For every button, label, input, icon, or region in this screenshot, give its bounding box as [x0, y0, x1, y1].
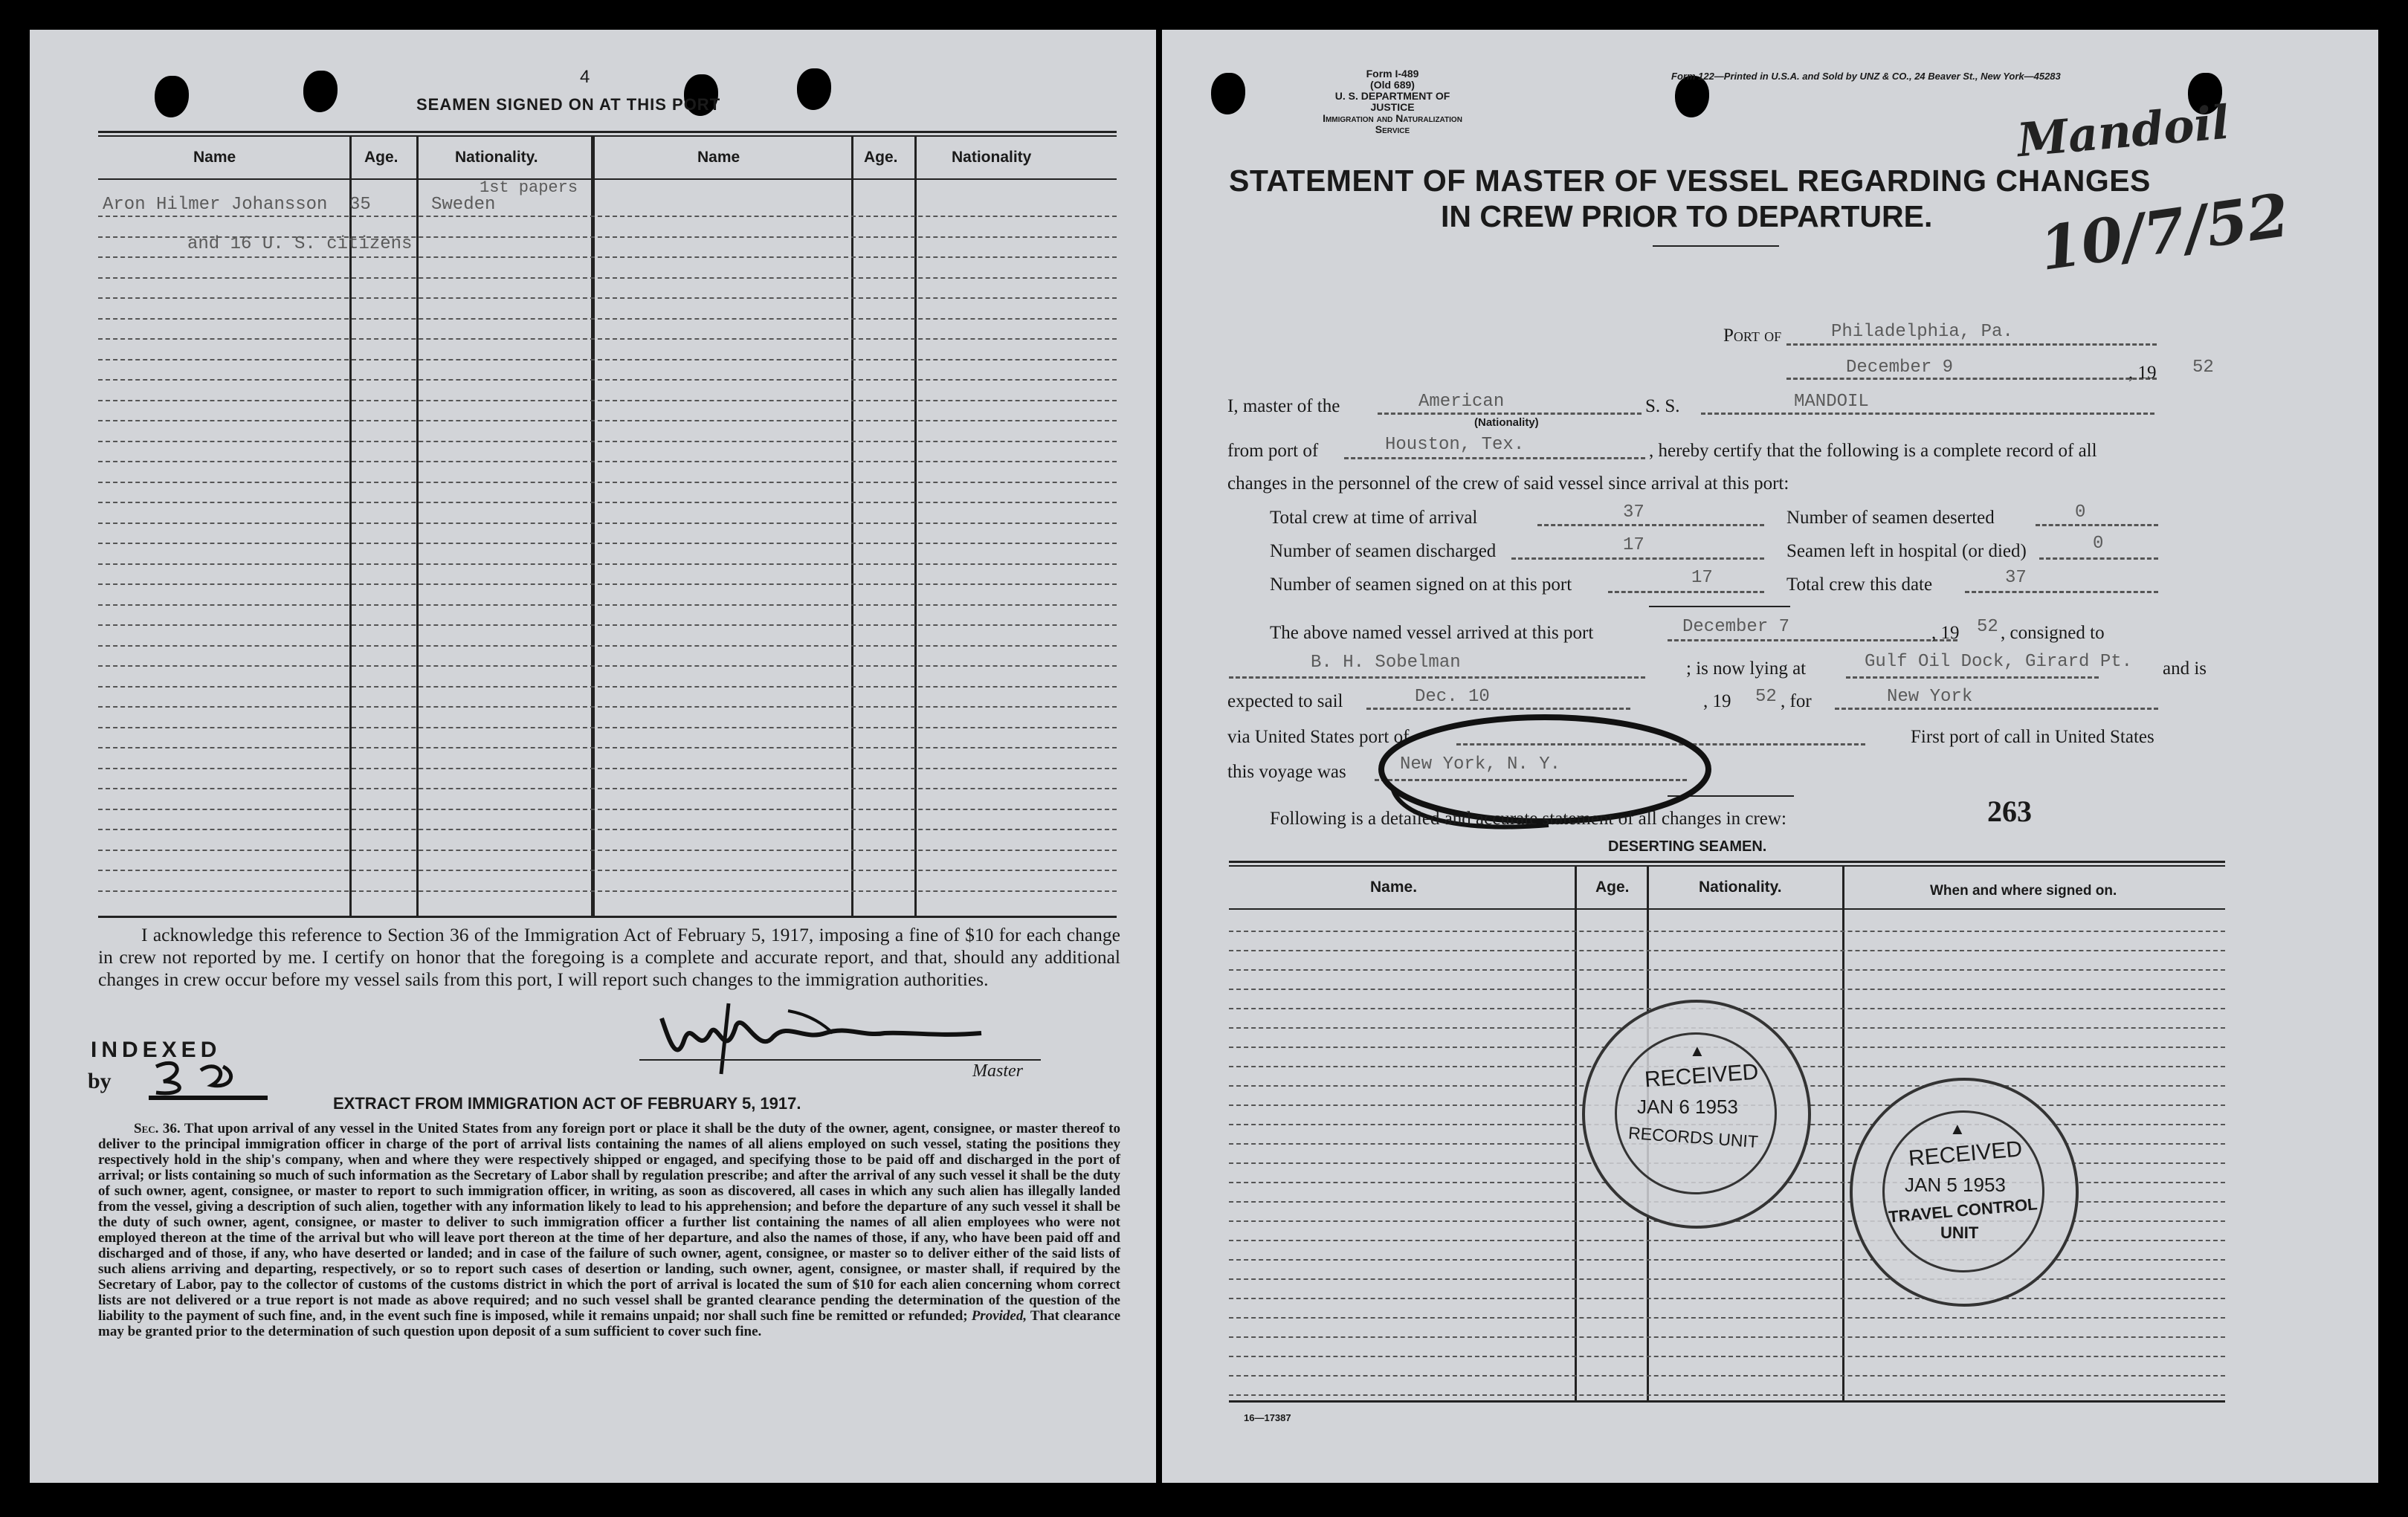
table-row-line	[1229, 1356, 2225, 1357]
table-row-line	[1229, 1240, 2225, 1241]
printer-note: Form 122—Printed in U.S.A. and Sold by UNZ & CO., 24 Beaver St., New York—45283	[1671, 71, 2061, 82]
table-row-line	[1229, 1259, 2225, 1261]
table-row-line	[98, 829, 1117, 830]
section-title: SEAMEN SIGNED ON AT THIS PORT	[416, 95, 721, 114]
number-263: 263	[1987, 795, 2032, 828]
lying-value: Gulf Oil Dock, Girard Pt.	[1865, 652, 2133, 672]
deserting-title: DESERTING SEAMEN.	[1608, 838, 1767, 855]
handwritten-ship: Mandoil	[2015, 94, 2232, 168]
table-row-line	[98, 870, 1117, 871]
signed-on-value: 17	[1691, 568, 1713, 588]
section-label: Sec. 36.	[134, 1121, 181, 1136]
extract-title: EXTRACT FROM IMMIGRATION ACT OF FEBRUARY 5, 1917.	[333, 1094, 801, 1113]
table-row-line	[98, 359, 1117, 360]
received-stamp-records-unit: ▲ RECEIVED JAN 6 1953 RECORDS UNIT	[1582, 1000, 1811, 1229]
column-header: Name.	[1370, 879, 1418, 896]
total-crew-date-label: Total crew this date	[1786, 575, 1933, 595]
extract-body	[98, 1121, 1120, 1339]
entry-name: Aron Hilmer Johansson	[103, 195, 328, 215]
stamp2-top: RECEIVED	[1907, 1136, 2024, 1171]
table-row-line	[1229, 1336, 2225, 1338]
and-is-label: and is	[2163, 659, 2207, 679]
column-header: Name	[193, 149, 236, 166]
form-header: Form I-489 (Old 689) U. S. DEPARTMENT OF JUSTICE Immigration and Naturalization Service	[1323, 68, 1462, 135]
deserted-label: Number of seamen deserted	[1786, 508, 1995, 528]
table-row-line	[98, 727, 1117, 728]
master-of-label: I, master of the	[1227, 396, 1340, 416]
table-row-line	[98, 297, 1117, 299]
expected-label: expected to sail	[1227, 691, 1343, 711]
table-row-line	[98, 318, 1117, 320]
table-row-line	[1229, 950, 2225, 951]
table-row-line	[98, 338, 1117, 340]
entry-name: and 16 U. S. citizens	[187, 234, 413, 254]
arrived-year-prefix: , 19	[1931, 623, 1960, 643]
year-prefix: , 19	[2128, 363, 2157, 383]
indexed-stamp: INDEXED	[91, 1038, 222, 1062]
signed-on-label: Number of seamen signed on at this port	[1270, 575, 1572, 595]
table-row-line	[1229, 1317, 2225, 1319]
table-row-line	[1229, 1278, 2225, 1280]
year-value: 52	[2192, 358, 2214, 378]
lying-label: ; is now lying at	[1686, 659, 1807, 679]
table-row-line	[98, 420, 1117, 421]
acknowledgement-text: I acknowledge this reference to Section 36 of the Immigration Act of February 5, 1917, imposing a fine of $10 for each change in crew not reported by me. I certify on honor that the foregoing is a complete and accurate report, and that, should any additional changes in crew occur before my vessel sails from this port, I will report such changes to the immigration authorities.	[98, 924, 1120, 990]
voyage-value: New York, N. Y.	[1400, 754, 1561, 774]
table-row-line	[98, 461, 1117, 462]
stamp1-bottom: RECORDS UNIT	[1627, 1122, 1759, 1152]
punch-hole	[1211, 73, 1245, 114]
arrived-year-value: 52	[1977, 617, 1998, 637]
table-row-line	[1229, 931, 2225, 932]
master-label: Master	[972, 1061, 1023, 1081]
changes-text: changes in the personnel of the crew of said vessel since arrival at this port:	[1227, 473, 1789, 494]
discharged-label: Number of seamen discharged	[1270, 541, 1497, 561]
certify-text: , hereby certify that the following is a complete record of all	[1649, 441, 2097, 461]
column-header: Age.	[1595, 879, 1630, 896]
sail-year-value: 52	[1755, 687, 1777, 707]
ship-name: MANDOIL	[1794, 392, 1869, 412]
for-label: , for	[1781, 691, 1812, 711]
from-port-value: Houston, Tex.	[1385, 435, 1525, 455]
total-crew-arrival-value: 37	[1623, 502, 1644, 523]
extract-text: That upon arrival of any vessel in the United States from any foreign port or place it shall be the duty of the owner, agent, consignee, or master thereof to deliver to the principal immigration officer in charge of the port of arrival lists containing the names of all aliens employed on such vessel, stating the positions they respectively hold in the ship's company, when and where they were respectively shipped or engaged, and specifying those to be paid off and discharged in the port of arrival; or lists containing so much of such information as the Secretary of Labor shall by regulation prescribe; and after the arrival of any such vessel it shall be the duty of such owner, agent, consignee, or master to report to such immigration officer, in writing, as soon as discovered, all cases in which any such alien has illegally landed from the vessel, giving a description of such alien, together with any information likely to lead to his apprehension; and before the departure of any such vessel it shall be the duty of such owner, agent, consignee, or master to deliver to such immigration officer a further list containing the names of all alien employees who were not employed thereon at the time of the arrival but who will leave port thereon at the time of her departure, and also the names of those, if any, who have been paid off and discharged and of those, if any, who have deserted or landed; and in case of the failure of such owner, agent, consignee, or master so to deliver either of the said lists of such aliens arriving and departing, respectively, or so to report such cases of desertion or landing, such owner, agent, consignee, or master shall, if required by the Secretary of Labor, pay to the collector of customs of the customs district in which the port of arrival is located the sum of $10 for each alien concerning whom correct lists are not delivered or a true report is not made as above required; and no such vessel shall be granted clearance pending the determination of the question of the liability to the payment of such fine, and, in the event such fine is imposed, while it remains unpaid; nor shall such fine be remitted or refunded;	[98, 1121, 1120, 1324]
from-port-label: from port of	[1227, 441, 1319, 461]
table-row-line	[98, 706, 1117, 708]
first-port-label: First port of call in United States	[1911, 727, 2154, 747]
expected-value: Dec. 10	[1415, 687, 1490, 707]
column-header: Nationality	[952, 149, 1032, 166]
table-row-line	[98, 788, 1117, 789]
table-row-line	[98, 850, 1117, 851]
stamp2-date: JAN 5 1953	[1905, 1174, 2006, 1196]
nationality-caption: (Nationality)	[1474, 416, 1539, 429]
table-row-line	[98, 379, 1117, 381]
table-row-line	[98, 645, 1117, 647]
right-page	[1162, 30, 2378, 1483]
table-row-line	[98, 256, 1117, 258]
hospital-value: 0	[2093, 534, 2104, 554]
table-row-line	[98, 523, 1117, 524]
column-header: Nationality.	[1699, 879, 1782, 896]
table-row-line	[98, 400, 1117, 401]
stamp1-top: RECEIVED	[1644, 1059, 1760, 1093]
table-row-line	[98, 665, 1117, 667]
table-row-line	[98, 543, 1117, 544]
column-header: Age.	[364, 149, 398, 166]
stamp2-bottom1: TRAVEL CONTROL	[1888, 1194, 2039, 1226]
extract-end: That clearance may be granted prior to the determination of such question upon deposit of a sum sufficient to cover such fine.	[98, 1308, 1121, 1339]
page-number: 4	[580, 67, 590, 87]
table-row-line	[98, 441, 1117, 442]
total-crew-date-value: 37	[2005, 568, 2027, 588]
discharged-value: 17	[1623, 535, 1644, 555]
following-label: Following is a detailed and accurate statement of all changes in crew:	[1270, 809, 1786, 829]
table-row-line	[98, 768, 1117, 769]
column-header: Nationality.	[455, 149, 538, 166]
column-header: When and where signed on.	[1930, 883, 2117, 899]
table-row-line	[98, 686, 1117, 688]
consignee-value: B. H. Sobelman	[1311, 653, 1461, 673]
punch-hole	[1675, 76, 1709, 117]
extract-provided: Provided,	[971, 1308, 1027, 1324]
punch-hole	[303, 71, 338, 112]
table-row-line	[98, 277, 1117, 279]
hospital-label: Seamen left in hospital (or died)	[1786, 541, 2027, 561]
table-row-line	[1229, 989, 2225, 990]
arrived-label: The above named vessel arrived at this port	[1270, 623, 1594, 643]
table-row-line	[98, 890, 1117, 892]
table-row-line	[98, 809, 1117, 810]
by-label: by	[88, 1069, 112, 1093]
entry-nationality: Sweden	[431, 195, 496, 215]
table-row-line	[1229, 969, 2225, 971]
consigned-label: , consigned to	[2001, 623, 2105, 643]
table-row-line	[98, 624, 1117, 626]
received-stamp-travel-control: ▲ RECEIVED JAN 5 1953 TRAVEL CONTROL UNIT	[1850, 1078, 2079, 1307]
table-row-line	[1229, 1375, 2225, 1377]
total-crew-arrival-label: Total crew at time of arrival	[1270, 508, 1478, 528]
date-value: December 9	[1846, 358, 1954, 378]
left-page	[30, 30, 1156, 1483]
entry-age: 35	[349, 195, 371, 215]
entry-note: 1st papers	[480, 178, 578, 197]
nationality-value: American	[1418, 392, 1505, 412]
stamp1-date: JAN 6 1953	[1637, 1096, 1738, 1118]
table-row-line	[1229, 1394, 2225, 1396]
table-row-line	[98, 216, 1117, 217]
arrived-value: December 7	[1682, 617, 1790, 637]
punch-hole	[797, 68, 831, 110]
table-row-line	[98, 482, 1117, 483]
column-header: Name	[697, 149, 740, 166]
table-row-line	[98, 604, 1117, 606]
sail-year-prefix: , 19	[1703, 691, 1731, 711]
table-row-line	[1229, 1298, 2225, 1299]
ss-label: S. S.	[1645, 396, 1680, 416]
handwritten-date: 10/7/52	[2036, 180, 2294, 284]
table-row-line	[98, 563, 1117, 565]
punch-hole	[155, 76, 189, 117]
column-header: Age.	[864, 149, 898, 166]
for-value: New York	[1887, 687, 1973, 707]
initials-mark	[141, 1052, 275, 1104]
via-label: via United States port of	[1227, 727, 1410, 747]
master-signature	[639, 996, 1026, 1078]
form-code: 16—17387	[1244, 1412, 1291, 1423]
port-value: Philadelphia, Pa.	[1831, 322, 2013, 342]
voyage-label: this voyage was	[1227, 762, 1346, 782]
deserted-value: 0	[2075, 502, 2086, 523]
table-row-line	[98, 583, 1117, 585]
form-title-line1: STATEMENT OF MASTER OF VESSEL REGARDING CHANGES	[1229, 164, 2151, 198]
form-title-line2: IN CREW PRIOR TO DEPARTURE.	[1441, 199, 1933, 233]
port-label: Port of	[1723, 326, 1782, 346]
table-row-line	[98, 502, 1117, 503]
table-row-line	[98, 747, 1117, 748]
stamp2-bottom2: UNIT	[1940, 1223, 1979, 1242]
